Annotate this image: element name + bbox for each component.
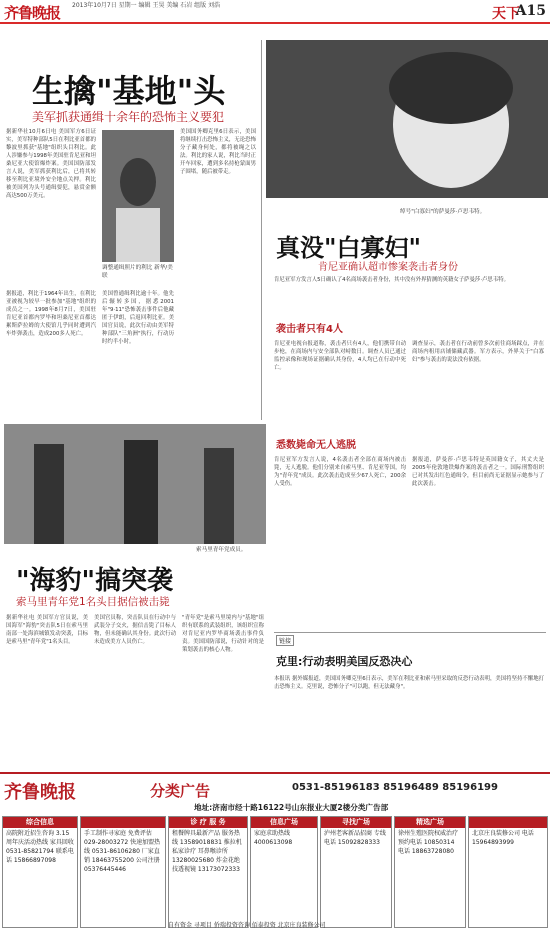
- story2-s1-col1: 肯尼亚电视台报道称，袭击者只有4人，他们携带自动步枪，在商场内与安全部队对峙数日。调查人员已通过监控录像和现场证据确认其身份，4人均已在行动中死亡。: [274, 341, 406, 371]
- ad-col-title: 诊 疗 服 务: [169, 817, 247, 828]
- white-widow-photo: [266, 40, 548, 198]
- ad-col-title: [81, 817, 165, 828]
- story2-subhead2: 悉数毙命无人逃脱: [276, 440, 356, 451]
- ad-phones: 0531-85196183 85196489 85196199: [292, 782, 498, 793]
- ad-col-3: [250, 816, 318, 928]
- section-name: 天下: [492, 6, 520, 22]
- militants-photo-image: [4, 424, 266, 544]
- story3-col1: 据新华社电 美国军方官员说，美国海军"海豹"突击队5日在索马里南部一处海滨城镇发动突袭，目标是索马里"青年党"1名头目。: [6, 615, 88, 645]
- story2-s2-col2: 据报道，萨曼莎·卢思韦特是英国籍女子，其丈夫是2005年伦敦地铁爆炸案的袭击者之一。国际刑警组织已对其发出红色通缉令，但目前尚无证据显示她参与了此次袭击。: [412, 457, 544, 487]
- story3-col3: "青年党"是索马里境内与"基地"组织有联系的武装组织，该组织宣称对肯尼亚内罗毕商场袭击事件负责。美国国防部说，行动针对的是策划袭击的核心人物。: [182, 615, 264, 653]
- suspect-photo: [102, 130, 174, 262]
- page-number: A15: [515, 3, 546, 19]
- militants-photo-caption: 索马里青年党成员。: [196, 547, 247, 553]
- white-widow-caption: 绰号"白寡妇"的萨曼莎·卢思韦特。: [400, 209, 486, 215]
- ad-col-title: [469, 817, 547, 828]
- box-title: 克里:行动表明美国反恐决心: [276, 655, 413, 668]
- story2-subtitle: 肯尼亚确认超市惨案袭击者身份: [318, 262, 458, 273]
- issue-meta: 2013年10月7日 星期一 编辑 王昊 美编 石岩 组版 刘浩: [72, 2, 221, 9]
- story2-lead: 肯尼亚军方发言人5日确认了4名商场袭击者身份，其中没有外界猜测的英籍女子萨曼莎·卢思韦特。: [274, 277, 509, 283]
- ad-col-text: 高院附近招生咨询 3.15周年庆活动热线 家具回收 0531-85821794 联系电话 15866897098: [6, 830, 74, 864]
- ad-col-title: 寻找广场: [321, 817, 391, 828]
- ad-col-title: 精选广场: [395, 817, 465, 828]
- white-widow-photo-image: [266, 40, 548, 198]
- story1-col1: 据新华社10月6日电 美国军方6日证实，美军特种部队5日在利比亚首都的黎波里抓获"基地"组织头目利比。此人涉嫌参与1998年美国驻肯尼亚和坦桑尼亚大使馆爆炸案。美国国防部发言人说，美军抓获利比后，已将其转移至利比亚境外安全地点关押。利比被美国列为头号通缉要犯，悬赏金额高达500万美元。: [6, 129, 96, 199]
- story2-s2-col1: 肯尼亚军方发言人说，4名袭击者全部在商场内被击毙，无人逃脱。他们分别来自索马里、肯尼亚等国，均为"青年党"成员。此次袭击造成至少67人死亡，200余人受伤。: [274, 457, 406, 487]
- classified-ads: [0, 772, 550, 930]
- newspaper-logo: 齐鲁晚报: [4, 4, 61, 22]
- story3-subtitle: 索马里青年党1名头目据信被击毙: [16, 596, 170, 608]
- ad-bottom: 自有资金 寻项目 侨瑞投资咨询 佰泰投资 北京庄良装修公司: [168, 922, 326, 929]
- story3-col2: 美国官员称，突击队员在行动中与武装分子交火，据信击毙了目标人物，但未能确认其身份。此次行动未造成美方人员伤亡。: [94, 615, 176, 645]
- ad-col-2: [168, 816, 248, 928]
- ad-col-text: 泸州老客新品招商 专线电话 15092828333: [324, 830, 386, 846]
- box-text: 本报讯 据外媒报道，美国国务卿克里6日表示，美军在利比亚和索马里采取的反恐行动表明，美国将坚持不懈地打击恐怖主义。克里说，恐怖分子"可以跑，但无法藏身"。: [274, 676, 544, 690]
- ad-col-title: 信息广场: [251, 817, 317, 828]
- ad-col-text: 租餐牌具最新产品 服务热线 13589018831 推拉机私家诊疗 耳鼻喉诊所 13280025680 炸金花绝技透视镜 13173072333: [172, 830, 242, 873]
- ad-slogan: 分类广告: [150, 782, 211, 800]
- story1-col3: 美国曾通缉利比逾十年。他先后辗转多国，据悉2001年"9·11"恐怖袭击事件后他藏匿于伊朗，后返回利比亚。美国官员说，此次行动由美军特种部队"三角洲"执行，行动历时约半小时。: [102, 291, 174, 345]
- militants-photo: [4, 424, 266, 544]
- story2-s1-col2: 调查显示，袭击者在行动前曾多次前往商场踩点，并在商场内租用店铺储藏武器。军方表示，外界关于"白寡妇"参与袭击的说法没有依据。: [412, 341, 544, 363]
- ad-col-6: [468, 816, 548, 928]
- story2-subhead1: 袭击者只有4人: [276, 324, 343, 335]
- story1-col4: 美国国务卿克里6日表示，美国将继续打击恐怖主义，无论恐怖分子藏身何处，都将被绳之以法。利比的家人说，利比当时正开车回家，遭到多名持枪蒙面男子围堵，随后被带走。: [180, 129, 256, 175]
- suspect-photo-caption: 调整通缉照片的利比 新华/美联: [102, 265, 173, 279]
- story1-col2: 据报道，利比于1964年出生，在利比亚被视为较早一批参加"基地"组织的成员之一。1998年8月7日，美国驻肯尼亚首都内罗毕和坦桑尼亚首都达累斯萨拉姆的大使馆几乎同时遭到汽车炸弹袭击，造成200多人死亡。: [6, 291, 96, 337]
- story1-title: 生擒"基地"头: [32, 72, 226, 110]
- ad-col-text: 家庭求助热线 4000613098: [254, 830, 293, 846]
- ad-col-text: 手工制作寻家庭 免费评估 029-28003272 快速加盟热线 0531-86106280 厂家直销 18463755200 公司注册 05376445446: [84, 830, 161, 873]
- ad-col-1: [80, 816, 166, 928]
- story2-title: 真没"白寡妇": [276, 233, 422, 262]
- ad-col-text: 徐州生殖医院权威治疗 预约电话 10850314 电话 18863728080: [398, 830, 459, 855]
- ad-col-0: [2, 816, 78, 928]
- ad-col-text: 北京庄良装修公司 电话 15964893999: [472, 830, 534, 846]
- kerry-box: [274, 632, 546, 766]
- column-divider: [261, 40, 262, 420]
- box-tag: 链接: [276, 635, 294, 646]
- ad-col-4: [320, 816, 392, 928]
- story3-title: "海豹"搞突袭: [16, 566, 174, 596]
- story1-subtitle: 美军抓获通缉十余年的恐怖主义要犯: [32, 110, 225, 124]
- ad-address: 地址:济南市经十路16122号山东报业大厦2楼分类广告部: [194, 803, 389, 812]
- page-header: [0, 0, 550, 24]
- ad-brand: 齐鲁晚报: [4, 782, 76, 803]
- ad-col-5: [394, 816, 466, 928]
- suspect-photo-image: [102, 130, 174, 262]
- ad-col-title: 综合信息: [3, 817, 77, 828]
